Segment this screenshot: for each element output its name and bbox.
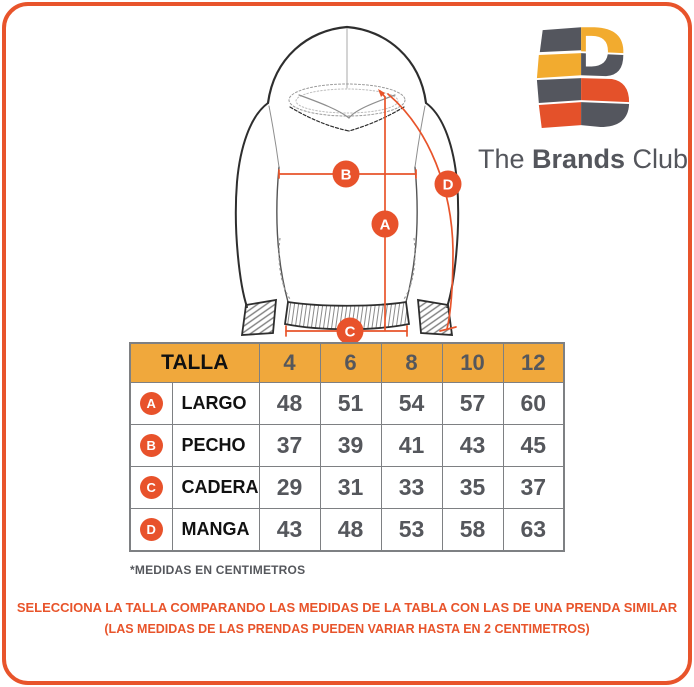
brand-name-the: The [477,144,532,174]
table-row-pecho [130,425,564,467]
marker-a-badge [372,211,399,238]
sizing-instruction-line2: (LAS MEDIDAS DE LAS PRENDAS PUEDEN VARIAR HASTA EN 2 CENTIMETROS) [104,622,590,636]
svg-text:B: B [340,166,352,184]
value-cell: 37 [259,425,320,467]
header-size-8: 8 [381,343,442,383]
row-label: CADERA [172,467,259,509]
row-label: PECHO [172,425,259,467]
value-cell: 29 [259,467,320,509]
value-cell: 43 [442,425,503,467]
brand-name-club: Club [625,144,689,174]
table-row-manga [130,509,564,551]
value-cell: 45 [503,425,564,467]
sizing-instruction-line1: SELECCIONA LA TALLA COMPARANDO LAS MEDIDAS DE LA TABLA CON LAS DE UNA PRENDA SIMILAR [16,600,678,615]
brand-name-brands: Brands [531,144,626,174]
marker-b-badge [333,161,360,188]
value-cell: 41 [381,425,442,467]
header-size-6: 6 [320,343,381,383]
value-cell: 63 [503,509,564,551]
value-cell: 37 [503,467,564,509]
marker-c-table-badge: C [140,476,163,499]
marker-b-table-badge: B [140,434,163,457]
hoodie-hood [268,27,426,131]
svg-text:A: A [379,216,391,234]
table-row-largo [130,383,564,425]
value-cell: 43 [259,509,320,551]
header-talla: TALLA [130,343,259,383]
value-cell: 51 [320,383,381,425]
header-size-4: 4 [259,343,320,383]
value-cell: 33 [381,467,442,509]
marker-a-table-badge: A [140,392,163,415]
value-cell: 35 [442,467,503,509]
brand-logo [477,26,689,175]
svg-text:D: D [442,176,454,194]
measurement-lines [279,89,456,336]
value-cell: 31 [320,467,381,509]
table-header-row [130,343,564,383]
marker-cell [130,467,172,509]
header-size-10: 10 [442,343,503,383]
hoodie-pocket-seams [279,238,415,299]
value-cell: 48 [320,509,381,551]
units-footnote: *MEDIDAS EN CENTIMETROS [130,563,306,577]
marker-cell [130,425,172,467]
value-cell: 57 [442,383,503,425]
value-cell: 60 [503,383,564,425]
value-cell: 58 [442,509,503,551]
svg-text:C: C [344,323,356,341]
marker-cell [130,509,172,551]
marker-d-badge [435,171,462,198]
value-cell: 54 [381,383,442,425]
header-size-12: 12 [503,343,564,383]
table-row-cadera [130,467,564,509]
value-cell: 39 [320,425,381,467]
hoodie-body-outline [236,103,458,307]
marker-c-badge [337,318,364,345]
brand-logo-b-icon [535,26,631,134]
brand-name [477,144,689,175]
size-chart-table [129,342,565,552]
value-cell: 48 [259,383,320,425]
row-label: LARGO [172,383,259,425]
marker-d-table-badge: D [140,518,163,541]
row-label: MANGA [172,509,259,551]
value-cell: 53 [381,509,442,551]
marker-cell [130,383,172,425]
